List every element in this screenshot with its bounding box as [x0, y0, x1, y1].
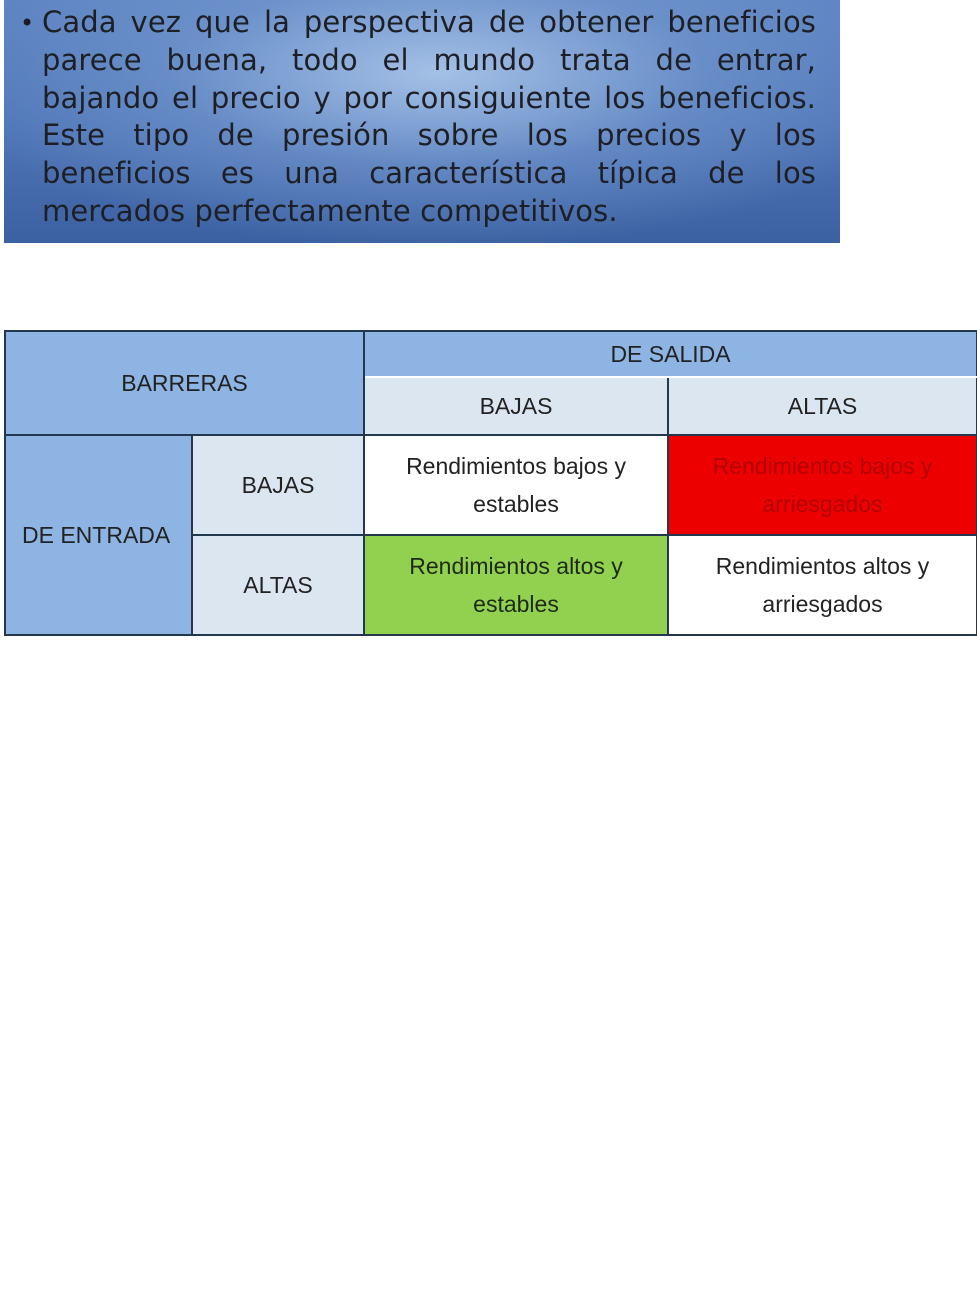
exit-column-header-low: BAJAS: [364, 377, 668, 435]
exit-column-header-high: ALTAS: [668, 377, 977, 435]
bullet-point-icon: •: [20, 9, 35, 37]
result-cell-highlight-red: Rendimientos bajos y arriesgados: [668, 435, 977, 535]
corner-header: BARRERAS: [5, 331, 364, 435]
result-cell: Rendimientos bajos y estables: [364, 435, 668, 535]
table-row: [5, 435, 977, 535]
slide-text: Cada vez que la perspectiva de obtener beneficios parece buena, todo el mundo trata de entrar, bajando el precio y por consiguiente los beneficios. Este tipo de presión sobre los precios y los beneficios es una característica típica de los mercados perfectamente competitivos.: [42, 5, 816, 228]
entry-barriers-header: DE ENTRADA: [5, 435, 192, 635]
table-row: [5, 331, 977, 377]
slide-banner: [4, 0, 840, 243]
exit-barriers-header: DE SALIDA: [364, 331, 977, 377]
bullet-paragraph: [20, 4, 816, 231]
result-cell-highlight-green: Rendimientos altos y estables: [364, 535, 668, 635]
result-cell: Rendimientos altos y arriesgados: [668, 535, 977, 635]
entry-row-header-low: BAJAS: [192, 435, 364, 535]
barriers-table: [4, 330, 977, 636]
entry-row-header-high: ALTAS: [192, 535, 364, 635]
